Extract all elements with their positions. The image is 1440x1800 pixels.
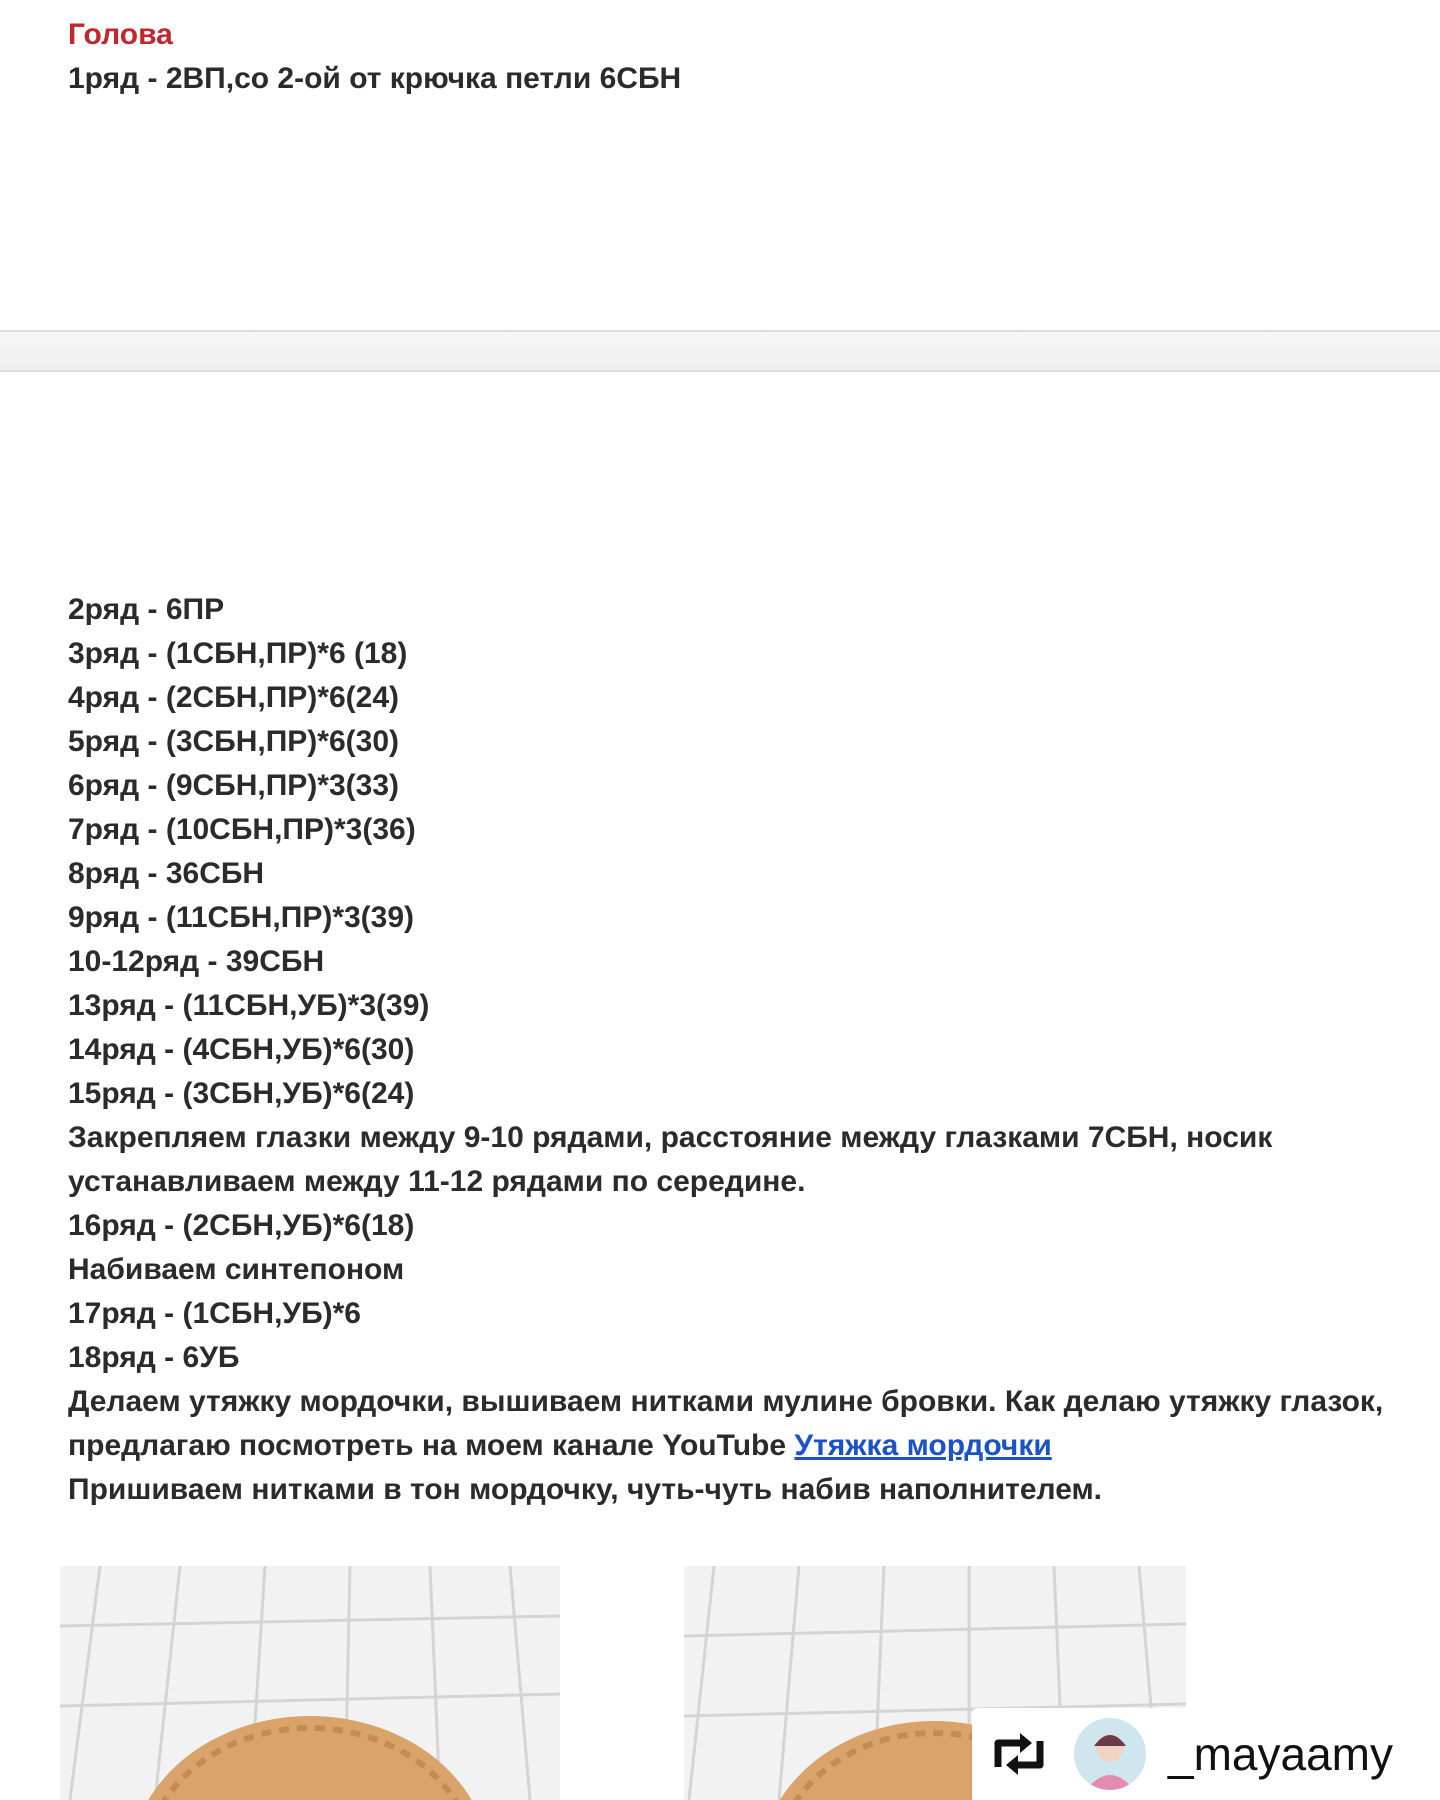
- sewing-note: Пришиваем нитками в тон мордочку, чуть-чуть набив наполнителем.: [68, 1473, 1103, 1506]
- pattern-row: 8ряд - 36СБН: [68, 857, 265, 890]
- pattern-row-16: 16ряд - (2СБН,УБ)*6(18): [68, 1209, 415, 1242]
- row-1-instruction: 1ряд - 2ВП,со 2-ой от крючка петли 6СБН: [68, 62, 682, 95]
- crochet-photo-left: [60, 1566, 560, 1800]
- repost-username[interactable]: _mayaamy: [1168, 1728, 1393, 1780]
- avatar: [1074, 1718, 1146, 1790]
- eyes-note: Закрепляем глазки между 9-10 рядами, расстояние между глазками 7СБН, носик устанавливаем между 11-12 рядами по середине.: [68, 1121, 1273, 1198]
- pattern-row: 7ряд - (10СБН,ПР)*3(36): [68, 813, 416, 846]
- pattern-row: 6ряд - (9СБН,ПР)*3(33): [68, 769, 399, 802]
- repost-icon: [990, 1729, 1048, 1779]
- pattern-row: 5ряд - (3СБН,ПР)*6(30): [68, 725, 399, 758]
- face-shaping-text: Делаем утяжку мордочки, вышиваем нитками мулине бровки. Как делаю утяжку глазок, предлагаю посмотреть на моем канале YouTube: [68, 1385, 1384, 1462]
- page-divider: [0, 330, 1440, 372]
- youtube-link[interactable]: Утяжка мордочки: [794, 1429, 1052, 1462]
- pattern-row: 14ряд - (4СБН,УБ)*6(30): [68, 1033, 415, 1066]
- face-shaping-note: [68, 1380, 1408, 1468]
- section-heading: Голова: [68, 18, 173, 51]
- pattern-row: 10-12ряд - 39СБН: [68, 945, 325, 978]
- pattern-row: 2ряд - 6ПР: [68, 593, 225, 626]
- pattern-row: 3ряд - (1СБН,ПР)*6 (18): [68, 637, 408, 670]
- pattern-row: 15ряд - (3СБН,УБ)*6(24): [68, 1077, 415, 1110]
- pattern-row: 13ряд - (11СБН,УБ)*3(39): [68, 989, 430, 1022]
- pattern-instructions: [68, 588, 1408, 1512]
- pattern-row-17: 17ряд - (1СБН,УБ)*6: [68, 1297, 361, 1330]
- photo-left: [60, 1566, 560, 1800]
- repost-badge[interactable]: [972, 1708, 1440, 1800]
- stuffing-note: Набиваем синтепоном: [68, 1253, 405, 1286]
- pattern-row: 9ряд - (11СБН,ПР)*3(39): [68, 901, 415, 934]
- pattern-row: 4ряд - (2СБН,ПР)*6(24): [68, 681, 399, 714]
- pattern-row-18: 18ряд - 6УБ: [68, 1341, 240, 1374]
